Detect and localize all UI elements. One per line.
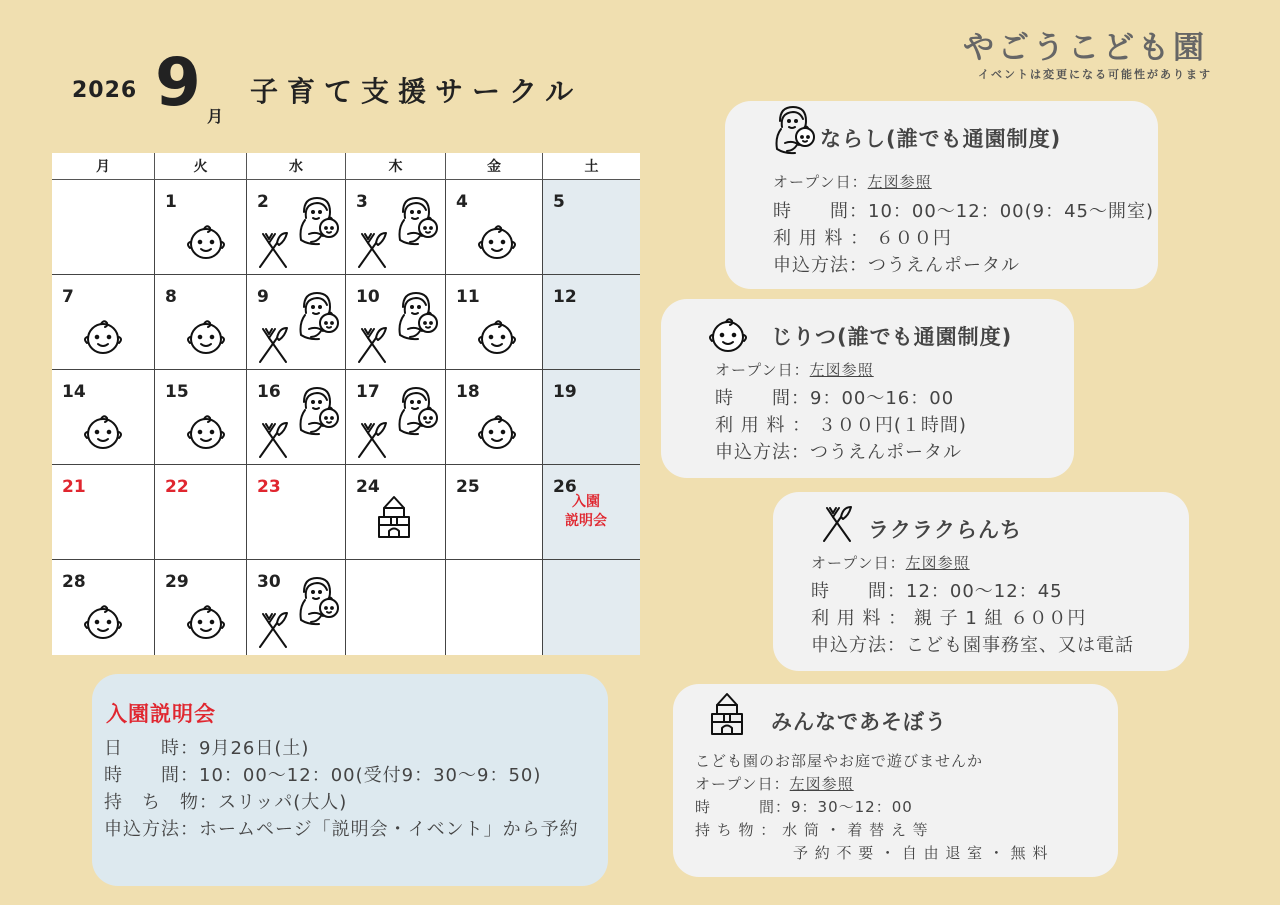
calendar-day bbox=[446, 465, 543, 560]
calendar-day bbox=[543, 275, 640, 370]
day-number: 10 bbox=[356, 287, 380, 307]
day-number: 1 bbox=[165, 192, 177, 212]
open-value: 左図参照 bbox=[809, 361, 874, 379]
open-label: オープン日： bbox=[811, 554, 906, 572]
fork-knife-icon bbox=[354, 420, 390, 460]
day-number: 15 bbox=[165, 382, 189, 402]
items-to-bring: 持 ち 物：スリッパ(大人) bbox=[104, 792, 348, 813]
weekday-label: 月 bbox=[52, 153, 155, 180]
open-value: 左図参照 bbox=[789, 775, 854, 793]
day-number: 2 bbox=[257, 192, 269, 212]
calendar-day bbox=[543, 560, 640, 655]
hours: 時 間：10：00～12：00(受付9：30～9：50) bbox=[104, 765, 542, 786]
baby-icon bbox=[185, 602, 227, 642]
month-unit: 月 bbox=[207, 107, 224, 126]
card-title: みんなであそぼう bbox=[771, 710, 947, 734]
apply-method: 申込方法：つうえんポータル bbox=[715, 442, 962, 463]
weekday-label: 金 bbox=[446, 153, 543, 180]
calendar-day bbox=[346, 370, 446, 465]
calendar-month: 9 bbox=[155, 44, 201, 121]
weekday-header bbox=[52, 153, 640, 180]
baby-icon bbox=[707, 315, 749, 355]
fork-knife-icon bbox=[255, 610, 291, 650]
day-number: 11 bbox=[456, 287, 480, 307]
day-number: 25 bbox=[456, 477, 480, 497]
hours: 時 間：9：00～16：00 bbox=[715, 388, 955, 409]
day-number: 28 bbox=[62, 572, 86, 592]
card-briefing bbox=[92, 674, 608, 886]
hours: 時 間：10：00～12：00(9：45～開室) bbox=[773, 201, 1155, 222]
card-jiritsu bbox=[661, 299, 1074, 478]
mother-baby-icon bbox=[295, 194, 341, 246]
day-number: 8 bbox=[165, 287, 177, 307]
card-title: 入園説明会 bbox=[106, 702, 216, 726]
day-number: 12 bbox=[553, 287, 577, 307]
baby-icon bbox=[82, 412, 124, 452]
card-lunch bbox=[773, 492, 1189, 671]
calendar-day bbox=[446, 560, 543, 655]
fee: 利 用 料 ： ３００円(１時間) bbox=[715, 415, 967, 436]
weekday-label: 木 bbox=[346, 153, 446, 180]
day-number: 23 bbox=[257, 477, 281, 497]
day-number: 3 bbox=[356, 192, 368, 212]
calendar-day bbox=[247, 180, 346, 275]
calendar-day bbox=[446, 275, 543, 370]
day-number: 22 bbox=[165, 477, 189, 497]
calendar-day bbox=[52, 560, 155, 655]
fork-knife-icon bbox=[255, 420, 291, 460]
blocks-icon bbox=[376, 495, 412, 541]
weekday-label: 火 bbox=[155, 153, 247, 180]
baby-icon bbox=[82, 602, 124, 642]
day-number: 4 bbox=[456, 192, 468, 212]
baby-icon bbox=[476, 412, 518, 452]
baby-icon bbox=[185, 412, 227, 452]
calendar bbox=[52, 153, 640, 655]
page-title: 子育て支援サークル bbox=[250, 75, 583, 108]
description: こども園のお部屋やお庭で遊びませんか bbox=[695, 752, 984, 770]
calendar-day bbox=[247, 275, 346, 370]
open-days bbox=[715, 359, 874, 380]
fork-knife-icon bbox=[354, 230, 390, 270]
calendar-day bbox=[155, 275, 247, 370]
play-notes: 予 約 不 要 ・ 自 由 退 室 ・ 無 料 bbox=[793, 844, 1049, 862]
fork-knife-icon bbox=[255, 325, 291, 365]
card-title: ラクラクらんち bbox=[868, 518, 1022, 542]
calendar-day bbox=[543, 180, 640, 275]
calendar-day bbox=[52, 465, 155, 560]
day-number: 16 bbox=[257, 382, 281, 402]
calendar-day bbox=[346, 560, 446, 655]
calendar-day bbox=[52, 180, 155, 275]
open-label: オープン日： bbox=[715, 361, 810, 379]
card-play bbox=[673, 684, 1118, 877]
open-value: 左図参照 bbox=[905, 554, 970, 572]
baby-icon bbox=[185, 222, 227, 262]
calendar-grid bbox=[52, 180, 640, 655]
mother-baby-icon bbox=[295, 574, 341, 626]
apply-method: 申込方法：ホームページ「説明会・イベント」から予約 bbox=[104, 819, 579, 840]
datetime: 日 時：9月26日(土) bbox=[104, 738, 310, 759]
calendar-day bbox=[247, 465, 346, 560]
calendar-day bbox=[446, 370, 543, 465]
day-number: 24 bbox=[356, 477, 380, 497]
calendar-day bbox=[155, 180, 247, 275]
apply-method: 申込方法：つうえんポータル bbox=[773, 255, 1020, 276]
baby-icon bbox=[82, 317, 124, 357]
day-number: 30 bbox=[257, 572, 281, 592]
open-value: 左図参照 bbox=[867, 173, 932, 191]
calendar-day bbox=[346, 465, 446, 560]
day-number: 5 bbox=[553, 192, 565, 212]
day-number: 19 bbox=[553, 382, 577, 402]
fork-knife-icon bbox=[255, 230, 291, 270]
day-number: 7 bbox=[62, 287, 74, 307]
day-number: 18 bbox=[456, 382, 480, 402]
calendar-day bbox=[247, 370, 346, 465]
open-days bbox=[695, 773, 854, 794]
weekday-label: 土 bbox=[543, 153, 640, 180]
open-days bbox=[811, 552, 970, 573]
card-title: じりつ(誰でも通園制度) bbox=[771, 325, 1013, 349]
day-number: 29 bbox=[165, 572, 189, 592]
fork-knife-icon bbox=[819, 504, 855, 544]
calendar-day bbox=[155, 465, 247, 560]
day-number: 17 bbox=[356, 382, 380, 402]
calendar-year: 2026 bbox=[72, 78, 138, 103]
fork-knife-icon bbox=[354, 325, 390, 365]
calendar-day bbox=[155, 560, 247, 655]
open-days bbox=[773, 171, 932, 192]
brand-name: やごうこども園 bbox=[963, 30, 1208, 66]
items-to-bring: 持 ち 物 ： 水 筒 ・ 着 替 え 等 bbox=[695, 821, 929, 839]
hours: 時 間：12：00～12：45 bbox=[811, 581, 1063, 602]
mother-baby-icon bbox=[394, 384, 440, 436]
calendar-day bbox=[543, 465, 640, 560]
open-label: オープン日： bbox=[773, 173, 868, 191]
mother-baby-icon bbox=[394, 194, 440, 246]
blocks-icon bbox=[709, 692, 745, 738]
mother-baby-icon bbox=[771, 103, 817, 155]
baby-icon bbox=[185, 317, 227, 357]
day-number: 9 bbox=[257, 287, 269, 307]
baby-icon bbox=[476, 222, 518, 262]
day-number: 21 bbox=[62, 477, 86, 497]
hours: 時 間：9：30～12：00 bbox=[695, 798, 913, 816]
baby-icon bbox=[476, 317, 518, 357]
mother-baby-icon bbox=[295, 384, 341, 436]
calendar-day bbox=[52, 275, 155, 370]
fee: 利 用 料 ： 親 子 1 組 ６００円 bbox=[811, 608, 1087, 629]
calendar-day bbox=[543, 370, 640, 465]
day-number: 14 bbox=[62, 382, 86, 402]
change-notice: イベントは変更になる可能性があります bbox=[978, 68, 1212, 81]
calendar-day bbox=[247, 560, 346, 655]
card-title: ならし(誰でも通園制度) bbox=[820, 127, 1062, 151]
weekday-label: 水 bbox=[247, 153, 346, 180]
mother-baby-icon bbox=[394, 289, 440, 341]
calendar-day bbox=[346, 275, 446, 370]
mother-baby-icon bbox=[295, 289, 341, 341]
open-label: オープン日： bbox=[695, 775, 790, 793]
calendar-day bbox=[155, 370, 247, 465]
calendar-day bbox=[52, 370, 155, 465]
card-narashi bbox=[725, 101, 1158, 289]
apply-method: 申込方法：こども園事務室、又は電話 bbox=[811, 635, 1134, 656]
fee: 利 用 料 ： ６００円 bbox=[773, 228, 952, 249]
calendar-day bbox=[346, 180, 446, 275]
event-note: 入園 説明会 bbox=[565, 494, 607, 529]
calendar-day bbox=[446, 180, 543, 275]
day-number: 26 bbox=[553, 477, 577, 497]
